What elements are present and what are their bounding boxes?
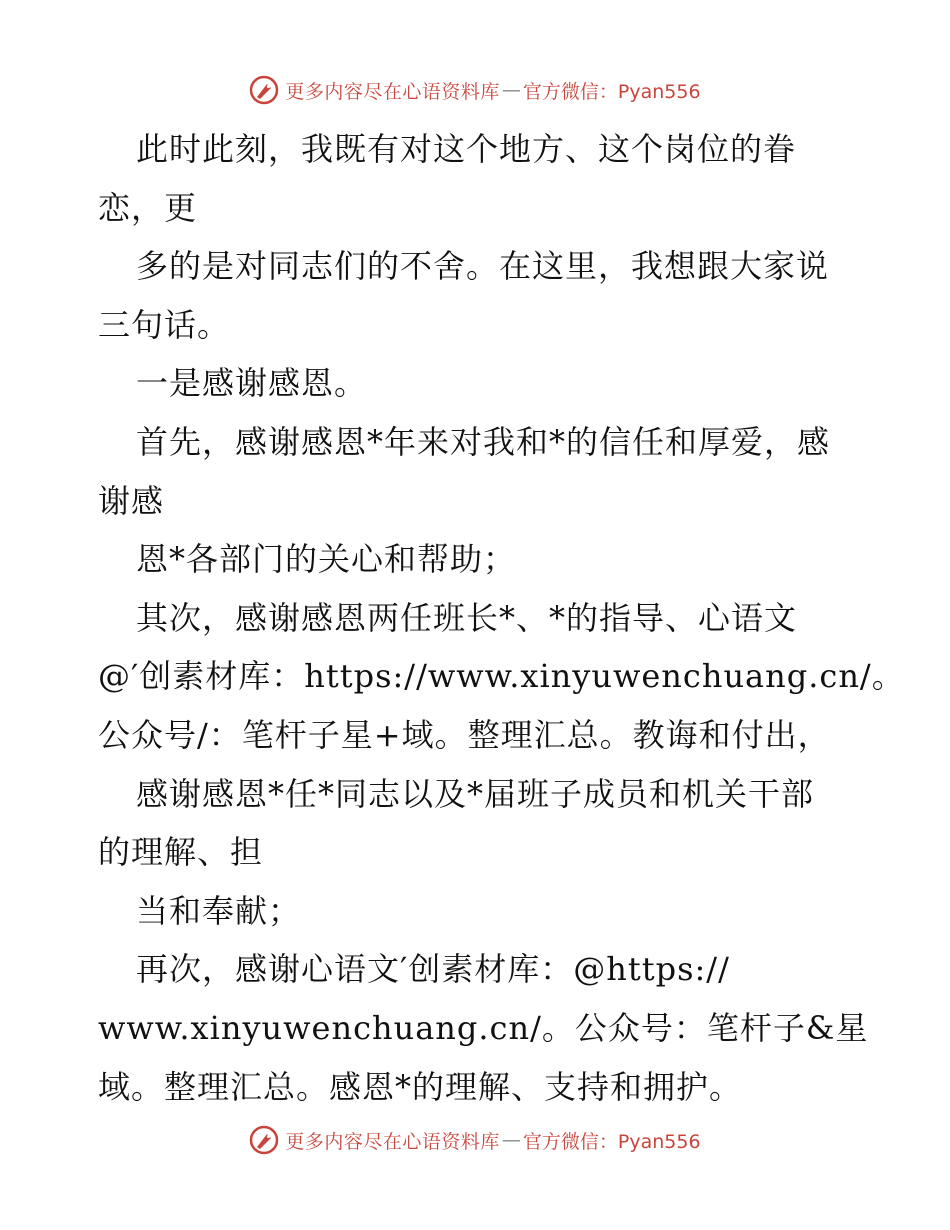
banner-main-text: 更多内容尽在心语资料库 — [285, 1130, 500, 1153]
text-line: 的理解、担 — [98, 833, 264, 872]
text-line: 当和奉献； — [136, 891, 302, 930]
text-line: 感谢感恩*任*同志以及*届班子成员和机关干部 — [136, 774, 815, 813]
text-line: 恋，更 — [98, 188, 198, 227]
text-line: @′创素材库：https://www.xinyuwenchuang.cn/。 — [98, 657, 905, 696]
text-line: 一是感谢感恩。 — [136, 364, 368, 403]
text-line: 多的是对同志们的不舍。在这里，我想跟大家说 — [136, 247, 830, 286]
footer-banner — [0, 1120, 950, 1160]
pen-nib-logo-icon — [249, 75, 279, 105]
text-line: 此时此刻，我既有对这个地方、这个岗位的眷 — [136, 130, 797, 168]
document-body — [98, 120, 905, 1116]
banner-separator: — — [501, 79, 521, 101]
banner-wechat-text: 官方微信：Pyan556 — [522, 1130, 701, 1153]
text-line: 其次，感谢感恩两任班长*、*的指导、心语文 — [136, 598, 798, 637]
banner-wechat-text: 官方微信：Pyan556 — [522, 80, 701, 103]
text-line: 再次，感谢心语文′创素材库：@https:// — [136, 950, 730, 989]
text-line: 三句话。 — [98, 305, 231, 344]
header-banner — [0, 70, 950, 110]
banner-main-text: 更多内容尽在心语资料库 — [285, 80, 500, 103]
text-line: 谢感 — [98, 481, 165, 520]
text-line: 公众号/：笔杆子星+域。整理汇总。教诲和付出， — [98, 715, 831, 754]
text-line: 域。整理汇总。感恩*的理解、支持和拥护。 — [98, 1067, 743, 1106]
text-line: 恩*各部门的关心和帮助； — [136, 540, 517, 579]
text-line: 首先，感谢感恩*年来对我和*的信任和厚爱，感 — [136, 422, 831, 461]
text-line: www.xinyuwenchuang.cn/。公众号：笔杆子&星 — [98, 1008, 869, 1047]
pen-nib-logo-icon — [249, 1125, 279, 1155]
banner-separator: — — [501, 1129, 521, 1151]
